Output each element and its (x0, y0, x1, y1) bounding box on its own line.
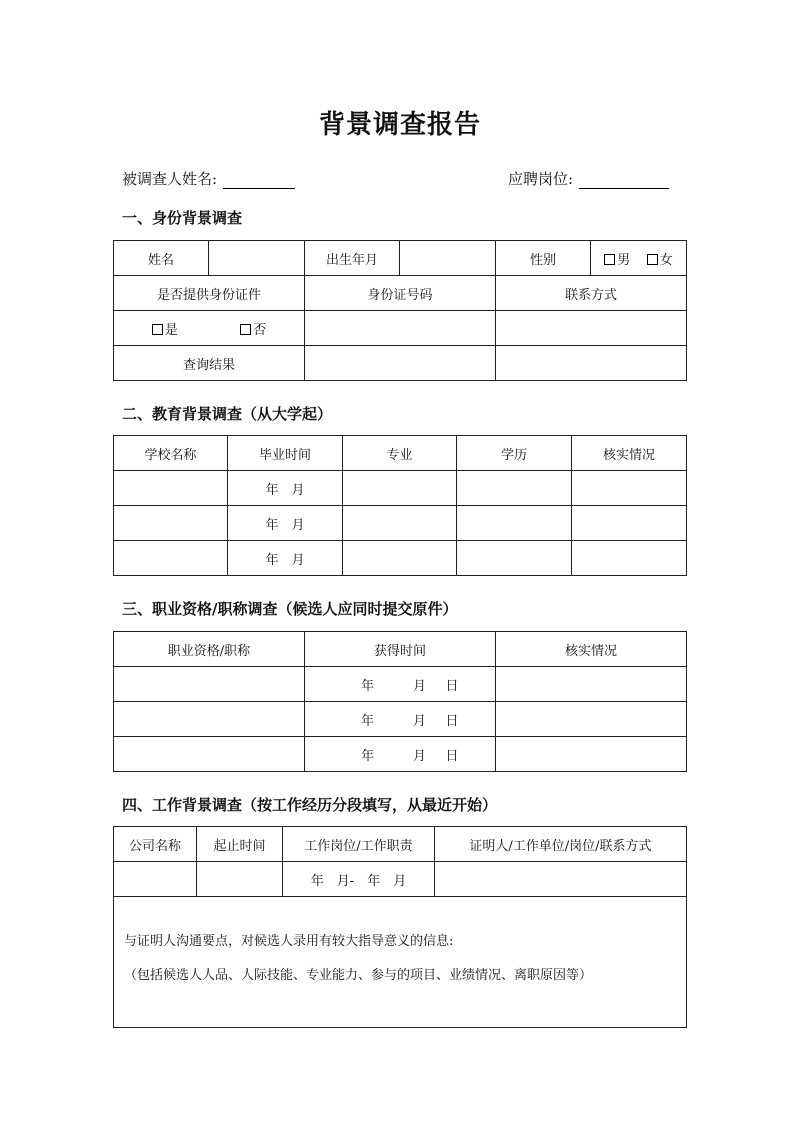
checkbox-female[interactable]: 女 (647, 253, 673, 268)
applied-position-label: 应聘岗位: (508, 170, 574, 188)
communication-notes-cell[interactable] (114, 897, 687, 1028)
label-provide-id: 是否提供身份证件 (114, 276, 305, 311)
header-graduation-time: 毕业时间 (228, 436, 343, 471)
input-verification[interactable] (572, 506, 687, 541)
checkbox-no[interactable]: 否 (240, 323, 266, 338)
input-verification[interactable] (496, 702, 687, 737)
input-verification[interactable] (572, 541, 687, 576)
section-heading-work: 四、工作背景调查（按工作经历分段填写，从最近开始） (122, 796, 498, 814)
label-name: 姓名 (114, 241, 209, 276)
label-contact: 联系方式 (496, 276, 687, 311)
section-heading-education: 二、教育背景调查（从大学起） (122, 405, 333, 423)
input-period[interactable] (197, 862, 283, 897)
candidate-name-field (122, 168, 295, 189)
input-contact[interactable] (496, 311, 687, 346)
header-obtained-time: 获得时间 (305, 632, 496, 667)
header-company: 公司名称 (114, 827, 197, 862)
input-school[interactable] (114, 471, 228, 506)
header-major: 专业 (343, 436, 457, 471)
header-verification: 核实情况 (496, 632, 687, 667)
header-reference: 证明人/工作单位/岗位/联系方式 (435, 827, 687, 862)
checkbox-icon (604, 254, 615, 265)
label-query-result: 查询结果 (114, 346, 305, 381)
input-obtained-time[interactable]: 年 月 日 (305, 737, 496, 772)
provide-id-options (114, 311, 305, 346)
input-degree[interactable] (457, 506, 572, 541)
table-row (114, 667, 687, 702)
input-qualification[interactable] (114, 702, 305, 737)
candidate-name-blank[interactable] (223, 170, 295, 189)
applied-position-blank[interactable] (579, 170, 669, 189)
input-qualification[interactable] (114, 667, 305, 702)
checkbox-male[interactable]: 男 (604, 253, 630, 268)
candidate-name-label: 被调查人姓名: (122, 170, 218, 188)
input-company[interactable] (114, 862, 197, 897)
table-row (114, 471, 687, 506)
input-school[interactable] (114, 541, 228, 576)
input-school[interactable] (114, 506, 228, 541)
input-id-number[interactable] (305, 311, 496, 346)
qualification-table (113, 631, 687, 772)
input-reference[interactable] (435, 862, 687, 897)
header-qualification: 职业资格/职称 (114, 632, 305, 667)
label-birth: 出生年月 (305, 241, 400, 276)
input-graduation-time[interactable]: 年 月 (228, 541, 343, 576)
input-verification[interactable] (496, 667, 687, 702)
input-major[interactable] (343, 506, 457, 541)
input-degree[interactable] (457, 541, 572, 576)
input-verification[interactable] (496, 737, 687, 772)
input-query-result-2[interactable] (496, 346, 687, 381)
table-row (114, 506, 687, 541)
work-table (113, 826, 687, 1028)
checkbox-icon (647, 254, 658, 265)
input-degree[interactable] (457, 471, 572, 506)
section-heading-identity: 一、身份背景调查 (122, 209, 243, 227)
input-query-result-1[interactable] (305, 346, 496, 381)
input-name[interactable] (209, 241, 305, 276)
note-line-2: （包括候选人人品、人际技能、专业能力、参与的项目、业绩情况、离职原因等） (124, 968, 593, 983)
input-birth[interactable] (400, 241, 496, 276)
checkbox-icon (152, 324, 163, 335)
input-major[interactable] (343, 541, 457, 576)
input-qualification[interactable] (114, 737, 305, 772)
identity-table (113, 240, 687, 381)
input-position-duty[interactable]: 年 月- 年 月 (283, 862, 435, 897)
header-school: 学校名称 (114, 436, 228, 471)
note-line-1: 与证明人沟通要点，对候选人录用有较大指导意义的信息: (124, 934, 454, 949)
section-heading-qualification: 三、职业资格/职称调查（候选人应同时提交原件） (122, 600, 458, 618)
table-row (114, 862, 687, 897)
input-obtained-time[interactable]: 年 月 日 (305, 702, 496, 737)
checkbox-yes[interactable]: 是 (152, 323, 178, 338)
header-verification: 核实情况 (572, 436, 687, 471)
table-row (114, 737, 687, 772)
gender-options (591, 241, 687, 276)
header-period: 起止时间 (197, 827, 283, 862)
page-title: 背景调查报告 (318, 110, 481, 140)
input-major[interactable] (343, 471, 457, 506)
input-graduation-time[interactable]: 年 月 (228, 506, 343, 541)
label-id-number: 身份证号码 (305, 276, 496, 311)
header-degree: 学历 (457, 436, 572, 471)
header-position-duty: 工作岗位/工作职责 (283, 827, 435, 862)
input-verification[interactable] (572, 471, 687, 506)
table-row (114, 702, 687, 737)
table-row (114, 541, 687, 576)
input-graduation-time[interactable]: 年 月 (228, 471, 343, 506)
checkbox-icon (240, 324, 251, 335)
input-obtained-time[interactable]: 年 月 日 (305, 667, 496, 702)
applied-position-field (508, 168, 669, 189)
label-gender: 性别 (496, 241, 591, 276)
education-table (113, 435, 687, 576)
